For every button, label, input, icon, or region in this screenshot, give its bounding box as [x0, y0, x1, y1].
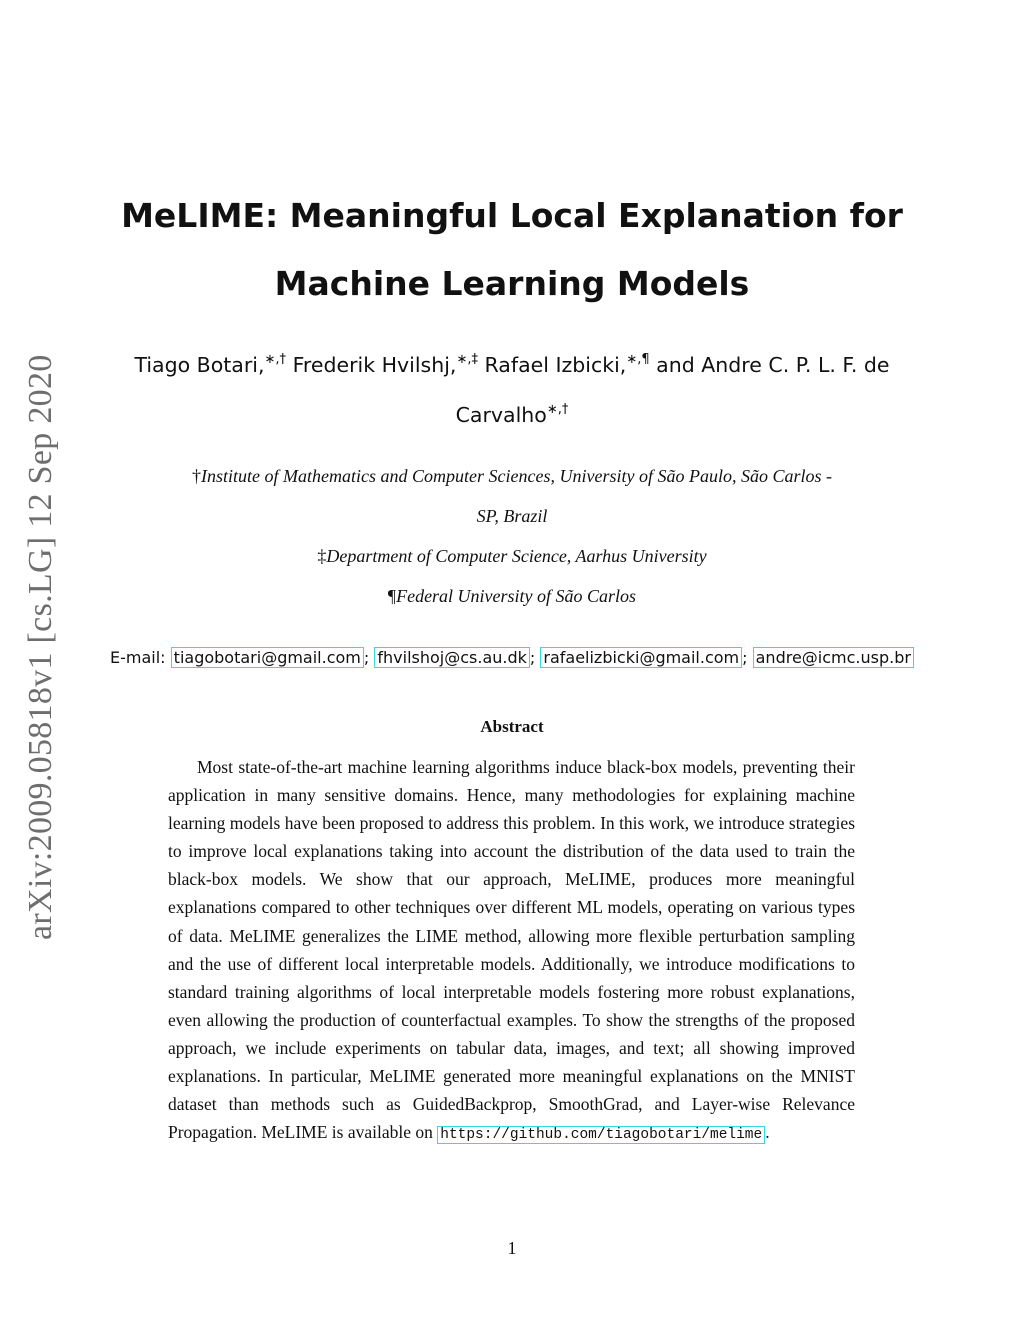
affiliation-2: [100, 546, 924, 567]
abstract-body: [168, 753, 855, 1149]
affiliation-1-continued: SP, Brazil: [476, 506, 548, 526]
author-name: and Andre C. P. L. F. de: [656, 353, 890, 377]
affiliation-marks: ∗,†: [264, 352, 287, 367]
github-repo-link[interactable]: https://github.com/tiagobotari/melime: [437, 1126, 765, 1144]
page-number: 1: [507, 1238, 517, 1258]
paper-title-line-1: MeLIME: Meaningful Local Explanation for: [121, 196, 903, 235]
affiliation-marks: ∗,†: [546, 402, 569, 417]
affiliation-marks: ∗,‡: [456, 352, 478, 367]
author-name: Tiago Botari,: [134, 353, 265, 377]
affiliation-text: Institute of Mathematics and Computer Sciences, University of São Paulo, São Carlos -: [201, 466, 832, 486]
abstract-heading: Abstract: [480, 717, 544, 736]
author-name: Carvalho: [455, 403, 547, 427]
author-name: Rafael Izbicki,: [484, 353, 627, 377]
abstract-text: Most state-of-the-art machine learning algorithms induce black-box models, preventing their application in many sensitive domains. Hence, many methodologies for explaining machine learning models have been proposed to address this problem. In this work, we introduce strategies to improve local explanations taking into account the distribution of the data used to train the black-box models. We show that our approach, MeLIME, produces more meaningful explanations compared to other techniques over different ML models, operating on various types of data. MeLIME generalizes the LIME method, allowing more flexible perturbation sampling and the use of different local interpretable models. Additionally, we introduce modifications to standard training algorithms of local interpretable models fostering more robust explanations, even allowing the production of counterfactual examples. To show the strengths of the proposed approach, we include experiments on tabular data, images, and text; all showing improved explanations. In particular, MeLIME generated more meaningful explanations on the MNIST dataset than methods such as GuidedBackprop, SmoothGrad, and Layer-wise Relevance Propagation. MeLIME is available on: [168, 757, 855, 1143]
pilcrow-mark: ¶: [387, 586, 397, 606]
affiliation-text: Department of Computer Science, Aarhus University: [326, 546, 707, 566]
email-link-1[interactable]: tiagobotari@gmail.com: [171, 647, 364, 668]
affiliation-3: [100, 586, 924, 607]
arxiv-identifier-stamp: arXiv:2009.05818v1 [cs.LG] 12 Sep 2020: [22, 354, 59, 940]
email-separator: ;: [363, 648, 370, 667]
email-link-2[interactable]: fhvilshoj@cs.au.dk: [374, 647, 530, 668]
author-name: Frederik Hvilshj,: [292, 353, 457, 377]
affiliation-text: Federal University of São Carlos: [396, 586, 637, 606]
email-separator: ;: [742, 648, 748, 667]
affiliation-marks: ∗,¶: [626, 352, 650, 367]
email-separator: ;: [529, 648, 536, 667]
paper-title-line-2: Machine Learning Models: [274, 264, 750, 303]
affiliation-1: [100, 466, 924, 487]
email-line: [100, 648, 924, 667]
email-link-3[interactable]: rafaelizbicki@gmail.com: [540, 647, 742, 668]
abstract-end-period: .: [765, 1122, 770, 1143]
email-link-4[interactable]: andre@icmc.usp.br: [753, 647, 914, 668]
email-label: E-mail:: [110, 648, 166, 667]
dagger-mark: †: [192, 466, 202, 486]
author-list-continued: [110, 403, 914, 427]
author-list: [110, 353, 914, 377]
double-dagger-mark: ‡: [317, 546, 327, 566]
